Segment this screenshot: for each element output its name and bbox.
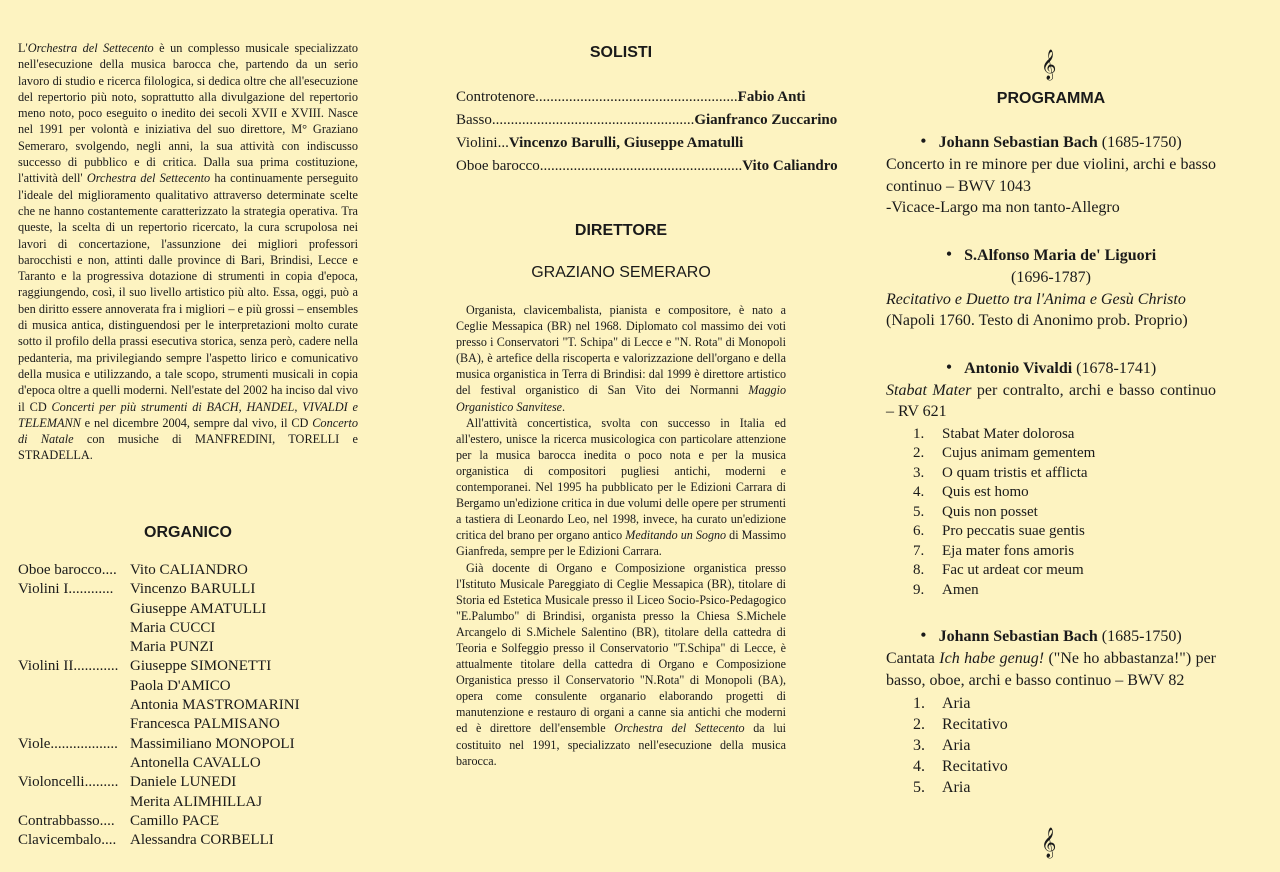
piece-title (886, 289, 1216, 311)
movement-title: Pro peccatis suae gentis (942, 523, 1085, 539)
program-piece (886, 624, 1216, 798)
piece-description (886, 648, 1216, 691)
movement-title: Amen (942, 581, 979, 598)
program-piece (886, 243, 1216, 332)
direttore-heading: DIRETTORE (574, 222, 668, 239)
intro-text: con musiche di MANFREDINI, TORELLI e STRADELLA. (18, 432, 358, 463)
solisti-name: Gianfranco Zuccarino (694, 112, 838, 128)
solisti-role: Oboe barocco (456, 158, 540, 174)
intro-italic: Concerto di Natale (18, 415, 358, 447)
bullet-icon: • (920, 625, 927, 645)
bio-text: di Massimo Gianfreda, sempre per le Edizioni Carrara. (456, 528, 786, 559)
organico-row (18, 831, 358, 850)
organico-name: Camillo PACE (130, 812, 220, 829)
movement-item (886, 735, 1216, 756)
bio-paragraph (456, 302, 786, 415)
organico-row (18, 754, 358, 773)
piece-title-italic: Recitativo e Duetto tra l'Anima e Gesù Christo (886, 290, 1186, 308)
movement-item (886, 714, 1216, 735)
composer-name: Johann Sebastian Bach (938, 134, 1098, 151)
movement-item (886, 756, 1216, 777)
organico-role: Violini II............ (18, 658, 119, 675)
piece-title-italic: Stabat Mater (886, 381, 972, 399)
program-piece (886, 130, 1216, 219)
bullet-icon: • (945, 356, 953, 377)
organico-name: Antonella CAVALLO (130, 754, 261, 771)
movement-number: 5. (913, 503, 925, 520)
movement-number: 1. (913, 425, 925, 442)
movement-title: O quam tristis et afflicta (942, 464, 1088, 481)
intro-italic: Orchestra del Settecento (86, 171, 211, 186)
movement-title: Quis non posset (942, 503, 1038, 520)
composer-dates: (1685-1750) (1097, 134, 1182, 151)
movement-number: 2. (913, 445, 925, 461)
organico-row (18, 600, 358, 619)
solisti-dots: ...................................................... (491, 112, 695, 128)
organico-row (18, 793, 358, 812)
intro-italic: Orchestra del Settecento (27, 41, 154, 55)
movement-number: 1. (913, 695, 925, 712)
solisti-name: Vito Caliandro (742, 158, 838, 174)
movement-list (886, 425, 1216, 601)
movement-item (886, 503, 1216, 523)
movement-number: 7. (913, 542, 925, 559)
middle-column (452, 0, 838, 872)
solisti-role: Violini... (456, 135, 509, 151)
organico-name: Antonia MASTROMARINI (130, 697, 300, 714)
bullet-icon: • (920, 131, 927, 151)
piece-description: Concerto in re minore per due violini, archi e basso continuo – BWV 1043 (886, 156, 1216, 195)
organico-name: Maria CUCCI (130, 619, 216, 636)
organico-row (18, 812, 358, 831)
movement-item (886, 444, 1216, 464)
bio-text: da lui costituito nel 1991, specializzato nell'esecuzione della musica barocca. (456, 721, 787, 768)
orchestra-intro-paragraph (18, 40, 358, 464)
solisti-role: Basso (456, 112, 492, 128)
organico-role: Contrabbasso.... (18, 812, 115, 829)
right-column (886, 0, 1216, 872)
program-piece (886, 356, 1216, 601)
piece-desc-text: per contralto, archi e basso continuo – RV 621 (886, 381, 1216, 420)
piece-movements: -Vicace-Largo ma non tanto-Allegro (886, 199, 1120, 216)
organico-heading: ORGANICO (144, 524, 232, 541)
intro-italic: Concerti per più strumenti di BACH, HANDEL, VIVALDI e TELEMANN (18, 399, 358, 430)
movement-item (886, 483, 1216, 503)
movement-list (886, 693, 1216, 798)
movement-item (886, 693, 1216, 714)
intro-text: e nel dicembre 2004, sempre dal vivo, il CD (80, 415, 313, 430)
treble-clef-icon: 𝄞 (1041, 828, 1057, 858)
organico-name: Vito CALIANDRO (130, 562, 248, 578)
movement-title: Stabat Mater dolorosa (942, 425, 1075, 442)
organico-name: Alessandra CORBELLI (130, 832, 274, 849)
movement-number: 4. (913, 758, 925, 775)
organico-role: Violoncelli......... (18, 774, 119, 791)
movement-item (886, 581, 1216, 601)
organico-row (18, 773, 358, 792)
movement-item (886, 542, 1216, 562)
direttore-bio (456, 302, 786, 769)
programma-heading: PROGRAMMA (996, 90, 1106, 107)
solisti-row (456, 155, 838, 178)
left-column (18, 0, 358, 872)
organico-row (18, 677, 358, 696)
treble-clef-icon: 𝄞 (1041, 50, 1057, 80)
movement-number: 4. (913, 484, 925, 500)
organico-name: Massimiliano MONOPOLI (130, 735, 295, 752)
bio-italic: Maggio Organistico Sanvitese (456, 383, 786, 414)
organico-role: Oboe barocco.... (18, 562, 117, 578)
organico-name: Francesca PALMISANO (130, 716, 280, 733)
movement-title: Aria (942, 737, 971, 754)
bio-italic: Meditando un Sogno (625, 528, 727, 543)
organico-name: Maria PUNZI (130, 639, 214, 656)
solisti-role: Controtenore (456, 89, 536, 105)
organico-list (18, 561, 358, 850)
piece-description (886, 380, 1216, 423)
organico-row (18, 561, 358, 580)
intro-text: L' (18, 41, 28, 55)
piece-composer (886, 130, 1216, 154)
organico-name: Daniele LUNEDI (130, 774, 237, 791)
solisti-dots: ...................................................... (535, 89, 738, 105)
movement-item (886, 464, 1216, 484)
organico-name: Giuseppe AMATULLI (130, 600, 267, 617)
bio-text: . (562, 399, 566, 414)
organico-role: Viole.................. (18, 735, 118, 752)
piece-title-italic: Ich habe genug! (939, 650, 1045, 667)
movement-title: Aria (942, 695, 971, 712)
organico-name: Vincenzo BARULLI (130, 581, 256, 598)
organico-role: Violini I............ (18, 581, 114, 598)
movement-title: Fac ut ardeat cor meum (942, 562, 1084, 578)
solisti-name: Fabio Anti (737, 89, 806, 105)
piece-composer (886, 243, 1216, 267)
piece-description: (Napoli 1760. Testo di Anonimo prob. Proprio) (886, 312, 1188, 329)
movement-number: 2. (913, 716, 925, 733)
composer-dates: (1696-1787) (1011, 268, 1091, 286)
piece-desc-text: Cantata (886, 650, 940, 667)
organico-row (18, 715, 358, 734)
direttore-name: GRAZIANO SEMERARO (531, 264, 711, 281)
composer-name: S.Alfonso Maria de' Liguori (964, 246, 1157, 264)
intro-text: ha continuamente perseguito l'ideale del miglioramento qualitativo attraverso determinate scelte che ne hanno costantemente caratterizzato la strategia operativa. Tra queste, la scelta di un repertorio ricercato, la cura scrupolosa nei lavori di concertazione, l'assunzione dei migliori professori barocchisti e non, attinti dalle province di Bari, Brindisi, Lecce e Taranto e la progressiva dotazione di strumenti in copia d'epoca, raggiungendo, così, il suo livello artistico più alto. Essa, oggi, può a ben diritto essere annoverata fra i migliori – e più grossi – ensembles di musica antica, distinguendosi per le interpretazioni molto curate sotto il profilo della prassi esecutiva storica, senza però, cadere nella pedanteria, ma privilegiando sempre l'aspetto lirico e comunicativo della musica e utilizzando, a tale scopo, strumenti musicali in copia d'epoca oltre a quelli moderni. Nell'estate del 2002 ha inciso dal vivo il CD (18, 171, 358, 414)
organico-name: Paola D'AMICO (130, 677, 231, 694)
bio-text: Già docente di Organo e Composizione organistica presso l'Istituto Musicale Pareggiato di Ceglie Messapica (BR), titolare di Storia ed Estetica Musicale presso il Liceo Socio-Psico-Pedagogico "E.Palumbo" di Brindisi, organista presso la Chiesa S.Michele Arcangelo di S.Michele Salentino (BR), titolare della cattedra di Teoria e Solfeggio presso il Conservatorio "T.Schipa" di Lecce, è attualmente titolare della cattedra di Organo e Composizione Organistica presso il Conservatorio "N.Rota" di Monopoli (BA), opera come consulente organario elaborando progetti di manutenzione e restauro di organi a canne sia antichi che moderni ed è direttore dell'ensemble (456, 560, 786, 736)
organico-row (18, 657, 358, 676)
solisti-row (456, 132, 782, 155)
piece-desc-text: ("Ne ho abbastanza!") per basso, oboe, archi e basso continuo – BWV 82 (886, 650, 1216, 689)
movement-number: 5. (913, 779, 925, 796)
bio-text: Organista, clavicembalista, pianista e compositore, è nato a Ceglie Messapica (BR) nel 1968. Diplomato col massimo dei voti presso i Conservatori "T. Schipa" di Lecce e "N. Rota" di Monopoli (BA), è artefice della riscoperta e valorizzazione dell'organo e della musica organistica in Terra di Brindisi: dal 1999 è direttore artistico del festival organistico di San Vito dei Normanni (456, 303, 786, 398)
bio-text: All'attività concertistica, svolta con successo in Italia ed all'estero, unisce la ricerca musicologica con particolare attenzione per la musica barocca inedita o poco nota e per la musica organistica di compositori pugliesi antichi, moderni e contemporanei. Nel 1995 ha pubblicato per le Edizioni Carrara di Bergamo un'edizione critica in due volumi delle opere per strumenti a tastiera di Leonardo Leo, nel 1998, invece, ha curato un'edizione critica del brano per organo antico (456, 415, 786, 543)
piece-composer (886, 356, 1216, 380)
organico-row (18, 735, 358, 754)
organico-row (18, 696, 358, 715)
organico-role: Clavicembalo.... (18, 832, 117, 849)
movement-number: 3. (913, 464, 925, 481)
organico-row (18, 580, 358, 599)
piece-composer (886, 624, 1216, 648)
bio-italic: Orchestra del Settecento (614, 721, 745, 736)
bio-paragraph (456, 415, 786, 560)
movement-item (886, 561, 1216, 581)
composer-name: Antonio Vivaldi (964, 359, 1073, 377)
movement-item (886, 425, 1216, 445)
movement-number: 6. (913, 523, 925, 539)
solisti-row (456, 86, 806, 109)
organico-name: Giuseppe SIMONETTI (130, 658, 272, 675)
movement-title: Quis est homo (942, 484, 1029, 500)
solisti-heading: SOLISTI (589, 44, 653, 61)
composer-dates: (1685-1750) (1097, 628, 1182, 645)
movement-number: 3. (913, 737, 925, 754)
organico-name: Merita ALIMHILLAJ (130, 793, 263, 810)
organico-row (18, 638, 358, 657)
solisti-name: Vincenzo Barulli, Giuseppe Amatulli (508, 135, 744, 151)
bullet-icon: • (945, 243, 953, 264)
movement-title: Eja mater fons amoris (942, 542, 1075, 559)
movement-title: Aria (942, 779, 971, 796)
organico-row (18, 619, 358, 638)
movement-number: 9. (913, 581, 925, 598)
bio-paragraph (456, 560, 786, 769)
composer-dates: (1678-1741) (1072, 359, 1157, 377)
movement-item (886, 777, 1216, 798)
solisti-row (456, 109, 838, 132)
programma-list (886, 130, 1216, 822)
movement-title: Cujus animam gementem (942, 445, 1096, 461)
movement-number: 8. (913, 562, 925, 578)
solisti-dots: ...................................................... (539, 158, 743, 174)
movement-item (886, 522, 1216, 542)
composer-name: Johann Sebastian Bach (938, 628, 1098, 645)
solisti-list (456, 86, 838, 178)
movement-title: Recitativo (942, 716, 1008, 733)
intro-text: è un complesso musicale specializzato nell'esecuzione della musica barocca che, partendo da un serio lavoro di studio e ricerca filologica, si dedica oltre che all'esecuzione del repertorio più noto, soprattutto alla divulgazione del repertorio meno noto, poco eseguito o inedito dei secoli XVII e XVIII. Nasce nel 1991 per volontà e iniziativa del suo direttore, M° Graziano Semeraro, svolgendo, negli anni, la sua attività con indiscusso successo di pubblico e di critica. Dalla sua prima costituzione, l'attività dell' (18, 41, 359, 186)
movement-title: Recitativo (942, 758, 1008, 775)
